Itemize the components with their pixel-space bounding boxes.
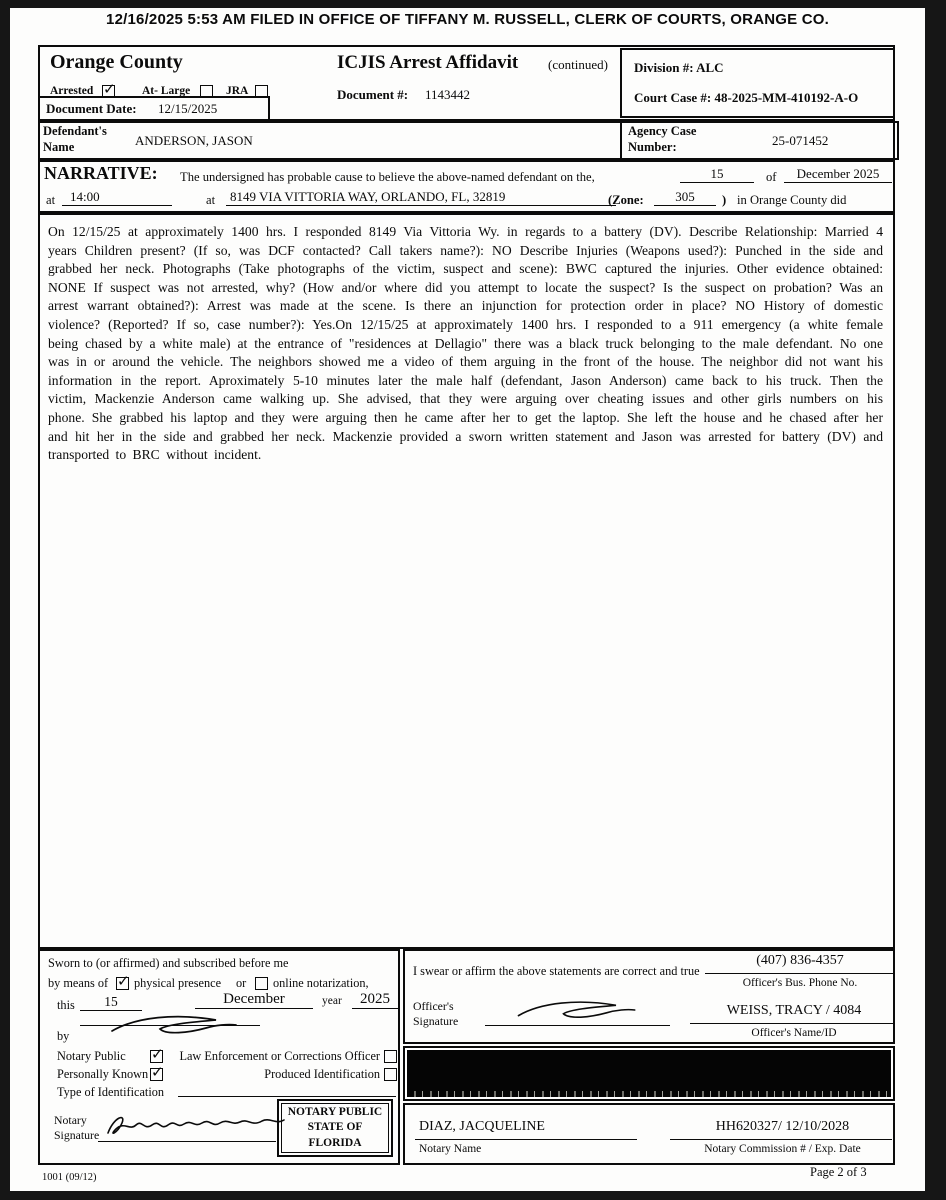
narrative-zone-blank: 305	[654, 189, 716, 206]
narrative-month-blank: December 2025	[784, 166, 892, 183]
type-of-id-label: Type of Identification	[57, 1085, 165, 1099]
stamp-line3: FLORIDA	[308, 1136, 362, 1149]
produced-identification-label: Produced Identification	[264, 1067, 380, 1081]
narrative-time-blank: 14:00	[62, 189, 172, 206]
county-title: Orange County	[50, 51, 183, 73]
notary-commission-label: Notary Commission # / Exp. Date	[704, 1143, 861, 1155]
notary-name-line	[415, 1139, 637, 1140]
narrative-of-label: of	[766, 170, 777, 184]
document-date-value: 12/15/2025	[158, 101, 218, 116]
form-title-continued: (continued)	[548, 57, 608, 72]
notary-row-box	[403, 1103, 895, 1165]
officer-name-id-label: Officer's Name/ID	[751, 1027, 837, 1039]
notary-public-checkbox	[150, 1045, 164, 1063]
officer-box	[403, 949, 895, 1044]
officer-signature	[503, 995, 653, 1025]
filing-banner: 12/16/2025 5:53 AM FILED IN OFFICE OF TIFFANY M. RUSSELL, CLERK OF COURTS, ORANGE CO.	[106, 11, 829, 28]
page-number: Page 2 of 3	[810, 1165, 867, 1179]
officer-signature-label: Officer's Signature	[413, 999, 459, 1029]
agency-case-label: Agency Case Number:	[628, 124, 697, 154]
personally-known-checkbox	[150, 1063, 164, 1081]
check-icon: ✓	[151, 1063, 164, 1081]
online-notarization-checkbox	[255, 977, 268, 990]
by-means-of-label: by means of	[48, 976, 109, 990]
physical-presence-checkbox	[116, 972, 130, 990]
jra-label: JRA	[226, 85, 249, 97]
header-box	[38, 45, 895, 121]
officer-phone-label: Officer's Bus. Phone No.	[742, 977, 858, 989]
form-code: 1001 (09/12)	[42, 1172, 97, 1183]
check-icon: ✓	[103, 80, 116, 98]
narrative-day-blank: 15	[680, 166, 754, 183]
officer-swear-text: I swear or affirm the above statements are correct and true	[413, 964, 700, 978]
law-enforcement-label: Law Enforcement or Corrections Officer	[179, 1049, 380, 1063]
notary-stamp	[277, 1099, 393, 1157]
by-label: by	[57, 1029, 70, 1043]
month-blank: December	[195, 991, 313, 1009]
physical-presence-label: physical presence	[134, 976, 222, 990]
notary-signature-label: Notary Signature	[54, 1113, 100, 1143]
officer-signature-line	[485, 1025, 670, 1026]
notary-public-label: Notary Public	[57, 1049, 126, 1063]
this-label: this	[57, 998, 75, 1012]
document-date-box	[38, 96, 270, 123]
type-of-id-line	[178, 1096, 396, 1097]
defendant-name-label: Defendant's Name	[43, 124, 107, 154]
sworn-line1: Sworn to (or affirmed) and subscribed before me	[48, 956, 289, 970]
narrative-body-box	[38, 213, 895, 949]
notary-name-label: Notary Name	[419, 1143, 482, 1155]
form-title: ICJIS Arrest Affidavit	[337, 52, 519, 73]
notary-signature	[100, 1109, 290, 1141]
online-notarization-label: online notarization,	[273, 976, 369, 990]
officer-name-line	[690, 1023, 893, 1024]
narrative-header-box	[38, 160, 895, 213]
officer-phone-value: (407) 836-4357	[756, 953, 844, 968]
stamp-line2: STATE OF	[307, 1121, 363, 1134]
agency-case-box	[620, 121, 899, 160]
produced-identification-checkbox	[384, 1068, 397, 1081]
year-label: year	[322, 995, 342, 1007]
notary-signature-line	[98, 1141, 276, 1142]
narrative-zone-close: )	[722, 193, 727, 207]
court-case-label: Court Case #: 48-2025-MM-410192-A-O	[634, 90, 859, 105]
division-court-box	[620, 48, 895, 118]
notary-commission-line	[670, 1139, 892, 1140]
personally-known-label: Personally Known	[57, 1067, 149, 1081]
officer-name-id-value: WEISS, TRACY / 4084	[726, 1003, 862, 1018]
narrative-label: NARRATIVE:	[44, 163, 158, 183]
notary-name-value: DIAZ, JACQUELINE	[419, 1119, 545, 1134]
document-number-value: 1143442	[425, 87, 471, 102]
narrative-intro: The undersigned has probable cause to believe the above-named defendant on the,	[180, 170, 595, 184]
document-date-label: Document Date:	[46, 101, 137, 116]
year-blank: 2025	[352, 991, 398, 1009]
agency-case-value: 25-071452	[772, 133, 829, 148]
day-blank: 15	[80, 994, 142, 1011]
narrative-zone-label: (Zone:	[608, 193, 644, 207]
narrative-address-blank: 8149 VIA VITTORIA WAY, ORLANDO, FL, 32819	[226, 189, 616, 206]
narrative-at-label: at	[46, 193, 56, 207]
narrative-county-did: in Orange County did	[737, 193, 847, 207]
document-number-label: Document #:	[337, 87, 409, 102]
stamp-line1: NOTARY PUBLIC	[287, 1105, 383, 1118]
officer-phone-line	[705, 973, 893, 974]
check-icon: ✓	[117, 972, 130, 990]
or-label: or	[236, 976, 247, 990]
arrested-label: Arrested	[50, 85, 94, 97]
defendant-name-value: ANDERSON, JASON	[135, 133, 253, 148]
by-signature-line	[80, 1025, 260, 1026]
narrative-body-text: On 12/15/25 at approximately 1400 hrs. I responded 8149 Via Vittoria Wy. in regards to a battery (DV). Describe Relationship: Married 4 years Children present? (If so, was DCF contacted? Call takers name?): NO Describe Injuries (Weapons used?): Punched in the side and grabbed her neck. Photographs (Take photographs of the victim, suspect and scene): BWC captured the injuries. Other evidence obtained: NONE If suspect was not arrested, why? (How and/or where did you attempt to locate the suspect? Is the suspect on probation? Was an arrest warrant obtained?): Arrest was made at the scene. Is there an injunction for protection order in place? NO History of domestic violence? (Reported? If so, case number?): Yes.On 12/15/25 at approximately 1400 hrs. I responded to a 911 emergency (a white female being chased by a white male) at the entrance of "residences at Dellagio" there was a black truck belonging to the male defendant. No one was in or around the vehicle. The neighbors showed me a video of them arguing in the front of the house. The neighbor did not want his information in the report. Aproximately 5-10 minutes later the male half (defendant, Jason Anderson) came back to his truck. Then the victim, Mackenzie Anderson came walking up. She advised, that they were arguing over cheating issues and other girls numbers on his phone. She grabbed his laptop and they were arguing then he came after her to get the laptop. She left the house and he chased after her and hit her in the side and grabbed her neck. Mackenzie provided a sworn written statement and Jason was arrested for battery (DV) and transported to BRC without incident.	[48, 224, 883, 463]
narrative-at2-label: at	[206, 193, 216, 207]
redaction-bar	[403, 1046, 895, 1101]
check-icon: ✓	[151, 1045, 164, 1063]
notary-commission-value: HH620327/ 12/10/2028	[715, 1119, 850, 1134]
defendant-box	[38, 121, 895, 160]
at-large-label: At- Large	[142, 85, 191, 97]
redacted-content	[407, 1050, 891, 1097]
division-label: Division #: ALC	[634, 60, 724, 75]
sworn-box	[38, 949, 400, 1165]
law-enforcement-checkbox	[384, 1050, 397, 1063]
affidavit-page	[10, 8, 925, 1191]
